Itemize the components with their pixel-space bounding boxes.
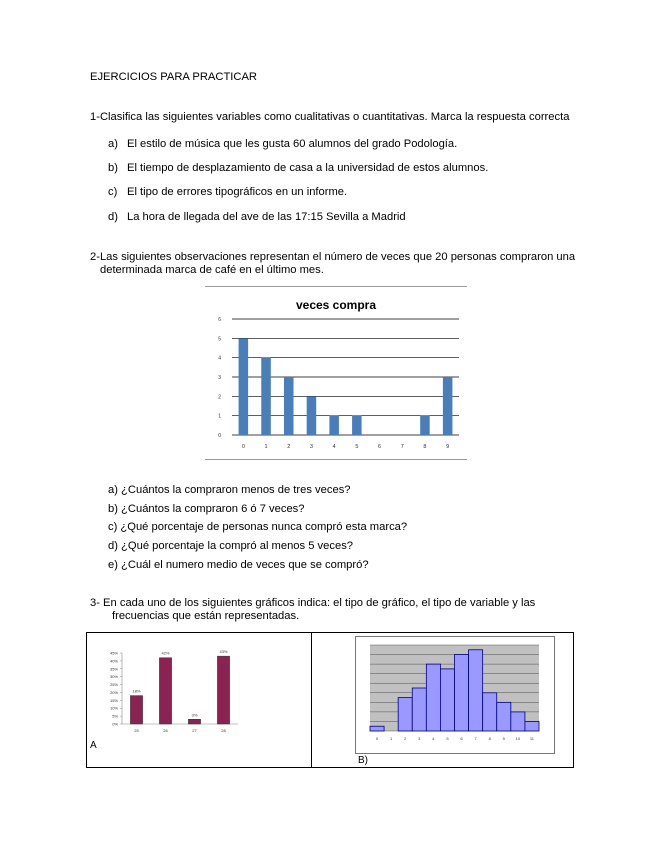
x-tick-label: 8 (423, 444, 427, 450)
data-label: 18% (132, 688, 141, 694)
chart-a (100, 645, 240, 737)
x-tick-label: 3 (418, 736, 421, 741)
bar (307, 396, 317, 435)
bar (443, 377, 453, 435)
x-tick-label: 9 (446, 444, 450, 450)
exercise-2-question-e: e) ¿Cuál el numero medio de veces que se compró? (108, 559, 369, 571)
x-tick-label: 2 (287, 444, 291, 450)
y-tick-label: 20% (109, 689, 118, 695)
bar (440, 669, 454, 731)
x-tick-label: 4 (432, 736, 435, 741)
y-tick-label: 35% (109, 666, 118, 672)
x-tick-label: 11 (529, 736, 535, 741)
exercise-1-item-b: El tiempo de desplazamiento de casa a la universidad de estos alumnos. (127, 162, 489, 174)
bar (284, 377, 294, 435)
bar (329, 416, 339, 435)
bar (455, 655, 469, 731)
bar (525, 721, 539, 731)
x-tick-label: 28 (221, 728, 226, 733)
exercise-1-item-c: El tipo de errores tipográficos en un informe. (127, 186, 348, 198)
bar (188, 719, 200, 724)
y-tick-label: 30% (109, 674, 118, 680)
exercise-2-question-c: c) ¿Qué porcentaje de personas nunca compró esta marca? (108, 521, 408, 533)
x-tick-label: 2 (404, 736, 407, 741)
exercise-3-prompt-line2: frecuencias que están representadas. (112, 610, 300, 622)
bar (497, 702, 511, 731)
page-title: EJERCICIOS PARA PRACTICAR (90, 71, 258, 83)
y-tick-label: 15% (109, 697, 118, 703)
x-tick-label: 7 (400, 444, 404, 450)
x-tick-label: 3 (309, 444, 313, 450)
chart-title: veces compra (295, 298, 377, 312)
data-label: 43% (219, 649, 228, 655)
x-tick-label: 6 (460, 736, 463, 741)
data-label: 42% (161, 650, 170, 656)
bar (511, 712, 525, 731)
bar (426, 664, 440, 731)
chart-b-label: B) (358, 755, 368, 766)
exercise-2-question-b: b) ¿Cuántos la compraron 6 ó 7 veces? (108, 503, 305, 515)
bar (239, 338, 249, 435)
bar (420, 416, 430, 435)
bar (469, 650, 483, 731)
chart-b (355, 636, 555, 754)
exercise-1-item-a-label: a) (108, 138, 118, 150)
y-tick-label: 25% (109, 682, 118, 688)
exercise-1-item-a: El estilo de música que les gusta 60 alumnos del grado Podología. (127, 138, 458, 150)
bar (483, 693, 497, 731)
x-tick-label: 0 (375, 736, 379, 741)
y-tick-label: 10% (109, 705, 118, 711)
exercise-2-question-d: d) ¿Qué porcentaje la compró al menos 5 veces? (108, 540, 354, 552)
exercise-2-prompt-line2: determinada marca de café en el último mes. (100, 264, 324, 276)
y-tick-label: 5% (112, 713, 118, 719)
y-tick-label: 0% (112, 721, 118, 727)
bar (159, 658, 171, 724)
data-label: 3% (191, 712, 198, 718)
y-tick-label: 2 (218, 394, 221, 401)
exercise-3-prompt-line1: 3- En cada uno de los siguientes gráficos indica: el tipo de gráfico, el tipo de variable y las (90, 597, 536, 609)
x-tick-label: 26 (163, 728, 168, 733)
exercise-1-item-d: La hora de llegada del ave de las 17:15 Sevilla a Madrid (127, 211, 406, 223)
bar (398, 698, 412, 731)
x-tick-label: 8 (488, 736, 491, 741)
x-tick-label: 10 (515, 736, 521, 741)
x-tick-label: 4 (332, 444, 336, 450)
bar (130, 696, 142, 724)
bar (370, 726, 384, 731)
exercise-2-prompt-line1: 2-Las siguientes observaciones representan el número de veces que 20 personas compraron una (90, 251, 576, 263)
bar (217, 656, 229, 724)
bar (261, 358, 271, 435)
exercise-1-item-c-label: c) (108, 186, 118, 198)
veces-compra-chart (205, 286, 467, 460)
y-tick-label: 3 (218, 375, 221, 381)
y-tick-label: 5 (218, 336, 221, 343)
y-tick-label: 6 (218, 317, 221, 323)
x-tick-label: 0 (241, 444, 245, 450)
exercise-2-question-a: a) ¿Cuántos la compraron menos de tres veces? (108, 484, 351, 496)
y-tick-label: 4 (218, 355, 221, 362)
y-tick-label: 45% (109, 650, 118, 656)
bar (412, 688, 426, 731)
x-tick-label: 9 (502, 736, 505, 741)
x-tick-label: 7 (474, 736, 477, 741)
x-tick-label: 1 (390, 736, 393, 741)
x-tick-label: 27 (192, 728, 197, 733)
x-tick-label: 5 (355, 444, 359, 450)
exercise-1-item-b-label: b) (108, 162, 118, 174)
y-tick-label: 40% (109, 658, 118, 664)
exercise-1-item-d-label: d) (108, 211, 118, 223)
x-tick-label: 1 (264, 444, 268, 450)
x-tick-label: 25 (134, 728, 139, 733)
x-tick-label: 6 (378, 444, 382, 450)
bar (352, 416, 362, 435)
y-tick-label: 0 (218, 433, 221, 439)
x-tick-label: 5 (446, 736, 449, 741)
chart-a-label: A (90, 740, 97, 751)
y-tick-label: 1 (218, 413, 221, 420)
exercise-1-prompt: 1-Clasifica las siguientes variables como cualitativas o cuantitativas. Marca la respuesta correcta (90, 111, 570, 123)
